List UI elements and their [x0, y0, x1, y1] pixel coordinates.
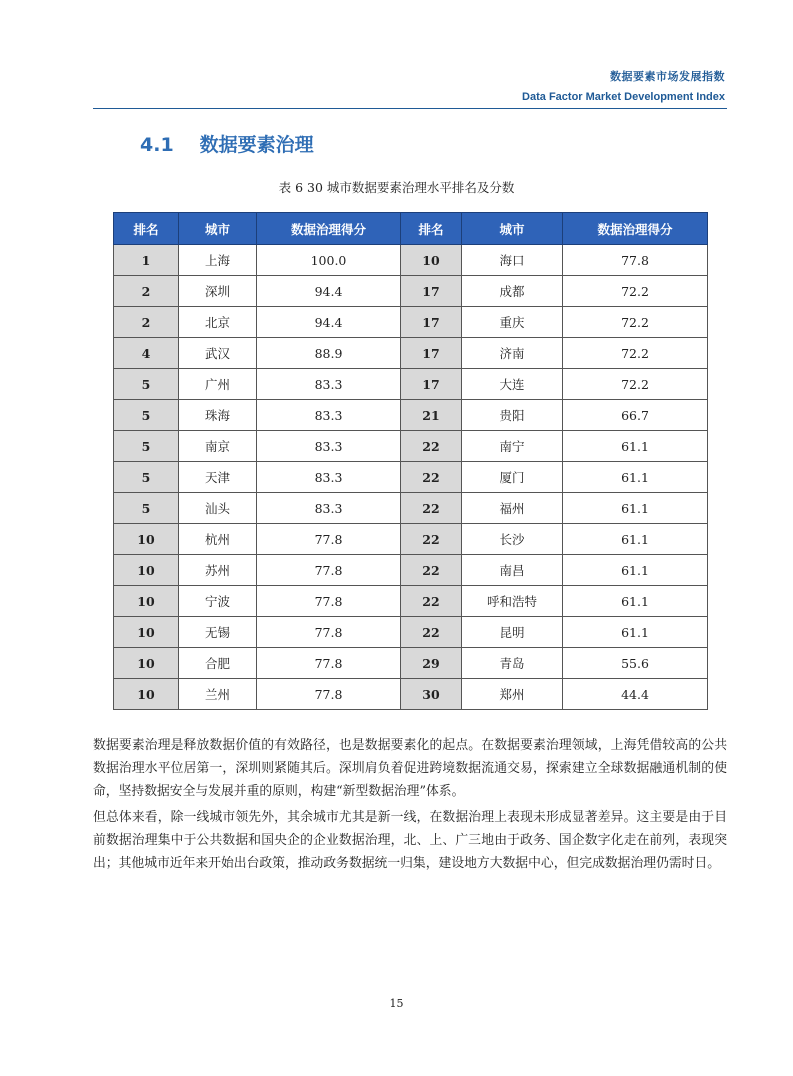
header-rule — [93, 108, 727, 109]
score-cell: 66.7 — [563, 400, 708, 431]
city-cell: 珠海 — [179, 400, 257, 431]
table-row — [114, 307, 708, 338]
score-cell: 77.8 — [257, 555, 401, 586]
city-cell: 青岛 — [462, 648, 563, 679]
city-cell: 长沙 — [462, 524, 563, 555]
city-cell: 海口 — [462, 245, 563, 276]
score-cell: 100.0 — [257, 245, 401, 276]
city-cell: 福州 — [462, 493, 563, 524]
city-cell: 北京 — [179, 307, 257, 338]
score-cell: 83.3 — [257, 493, 401, 524]
section-heading — [140, 130, 314, 157]
table-row — [114, 617, 708, 648]
rank-cell: 10 — [114, 586, 179, 617]
table-row — [114, 493, 708, 524]
score-cell: 94.4 — [257, 276, 401, 307]
score-cell: 94.4 — [257, 307, 401, 338]
score-cell: 55.6 — [563, 648, 708, 679]
table-row — [114, 338, 708, 369]
score-cell: 77.8 — [257, 648, 401, 679]
table-row — [114, 400, 708, 431]
column-header: 数据治理得分 — [257, 213, 401, 245]
score-cell: 77.8 — [563, 245, 708, 276]
rank-cell: 21 — [401, 400, 462, 431]
score-cell: 61.1 — [563, 524, 708, 555]
rank-cell: 5 — [114, 462, 179, 493]
score-cell: 72.2 — [563, 338, 708, 369]
city-cell: 无锡 — [179, 617, 257, 648]
city-cell: 武汉 — [179, 338, 257, 369]
city-cell: 深圳 — [179, 276, 257, 307]
column-header: 数据治理得分 — [563, 213, 708, 245]
table-row — [114, 524, 708, 555]
city-cell: 天津 — [179, 462, 257, 493]
score-cell: 83.3 — [257, 431, 401, 462]
page-number: 15 — [389, 997, 404, 1010]
city-cell: 兰州 — [179, 679, 257, 710]
rank-cell: 5 — [114, 431, 179, 462]
rank-cell: 10 — [114, 555, 179, 586]
city-cell: 呼和浩特 — [462, 586, 563, 617]
rank-cell: 22 — [401, 586, 462, 617]
city-cell: 南宁 — [462, 431, 563, 462]
score-cell: 77.8 — [257, 617, 401, 648]
header-title-en: Data Factor Market Development Index — [522, 91, 725, 103]
city-cell: 贵阳 — [462, 400, 563, 431]
rank-cell: 22 — [401, 617, 462, 648]
score-cell: 77.8 — [257, 679, 401, 710]
rank-cell: 2 — [114, 307, 179, 338]
rank-cell: 1 — [114, 245, 179, 276]
score-cell: 61.1 — [563, 462, 708, 493]
rank-cell: 22 — [401, 431, 462, 462]
rank-cell: 10 — [114, 617, 179, 648]
rank-cell: 10 — [114, 524, 179, 555]
column-header: 城市 — [462, 213, 563, 245]
score-cell: 61.1 — [563, 617, 708, 648]
rank-cell: 17 — [401, 276, 462, 307]
city-cell: 成都 — [462, 276, 563, 307]
ranking-table — [113, 212, 708, 710]
rank-cell: 10 — [114, 679, 179, 710]
table-row — [114, 276, 708, 307]
section-number: 4.1 — [140, 134, 174, 156]
rank-cell: 17 — [401, 369, 462, 400]
city-cell: 苏州 — [179, 555, 257, 586]
column-header: 排名 — [401, 213, 462, 245]
rank-cell: 22 — [401, 462, 462, 493]
city-cell: 广州 — [179, 369, 257, 400]
table-caption: 表 6 30 城市数据要素治理水平排名及分数 — [278, 180, 515, 195]
score-cell: 77.8 — [257, 524, 401, 555]
city-cell: 杭州 — [179, 524, 257, 555]
rank-cell: 5 — [114, 493, 179, 524]
city-cell: 大连 — [462, 369, 563, 400]
rank-cell: 22 — [401, 493, 462, 524]
rank-cell: 10 — [114, 648, 179, 679]
header-title-cn: 数据要素市场发展指数 — [610, 70, 725, 83]
rank-cell: 30 — [401, 679, 462, 710]
score-cell: 61.1 — [563, 555, 708, 586]
rank-cell: 10 — [401, 245, 462, 276]
rank-cell: 17 — [401, 338, 462, 369]
paragraph: 数据要素治理是释放数据价值的有效路径，也是数据要素化的起点。在数据要素治理领域，上海凭借较高的公共数据治理水平位居第一，深圳则紧随其后。深圳肩负着促进跨境数据流通交易，探索建立全球数据融通机制的使命，坚持数据安全与发展并重的原则，构建“新型数据治理”体系。 — [93, 738, 727, 799]
score-cell: 83.3 — [257, 400, 401, 431]
score-cell: 72.2 — [563, 307, 708, 338]
table-row — [114, 462, 708, 493]
score-cell: 77.8 — [257, 586, 401, 617]
score-cell: 44.4 — [563, 679, 708, 710]
city-cell: 汕头 — [179, 493, 257, 524]
table-header — [114, 213, 708, 245]
city-cell: 厦门 — [462, 462, 563, 493]
table-row — [114, 555, 708, 586]
city-cell: 上海 — [179, 245, 257, 276]
table-row — [114, 369, 708, 400]
column-header: 排名 — [114, 213, 179, 245]
city-cell: 宁波 — [179, 586, 257, 617]
city-cell: 济南 — [462, 338, 563, 369]
score-cell: 72.2 — [563, 276, 708, 307]
rank-cell: 2 — [114, 276, 179, 307]
score-cell: 61.1 — [563, 493, 708, 524]
rank-cell: 22 — [401, 555, 462, 586]
city-cell: 重庆 — [462, 307, 563, 338]
score-cell: 88.9 — [257, 338, 401, 369]
table-row — [114, 431, 708, 462]
city-cell: 郑州 — [462, 679, 563, 710]
score-cell: 83.3 — [257, 369, 401, 400]
rank-cell: 5 — [114, 369, 179, 400]
city-cell: 南京 — [179, 431, 257, 462]
section-title: 数据要素治理 — [199, 134, 314, 156]
rank-cell: 5 — [114, 400, 179, 431]
score-cell: 61.1 — [563, 431, 708, 462]
column-header: 城市 — [179, 213, 257, 245]
table-body — [114, 245, 708, 710]
table-row — [114, 245, 708, 276]
city-cell: 合肥 — [179, 648, 257, 679]
table-row — [114, 679, 708, 710]
city-cell: 昆明 — [462, 617, 563, 648]
score-cell: 72.2 — [563, 369, 708, 400]
rank-cell: 4 — [114, 338, 179, 369]
table-row — [114, 648, 708, 679]
paragraph: 但总体来看，除一线城市领先外，其余城市尤其是新一线，在数据治理上表现未形成显著差异。这主要是由于目前数据治理集中于公共数据和国央企的企业数据治理，北、上、广三地由于政务、国企数字化走在前列，表现突出；其他城市近年来开始出台政策，推动政务数据统一归集，建设地方大数据中心，但完成数据治理仍需时日。 — [93, 810, 727, 871]
table-row — [114, 586, 708, 617]
score-cell: 83.3 — [257, 462, 401, 493]
rank-cell: 29 — [401, 648, 462, 679]
rank-cell: 17 — [401, 307, 462, 338]
score-cell: 61.1 — [563, 586, 708, 617]
rank-cell: 22 — [401, 524, 462, 555]
city-cell: 南昌 — [462, 555, 563, 586]
